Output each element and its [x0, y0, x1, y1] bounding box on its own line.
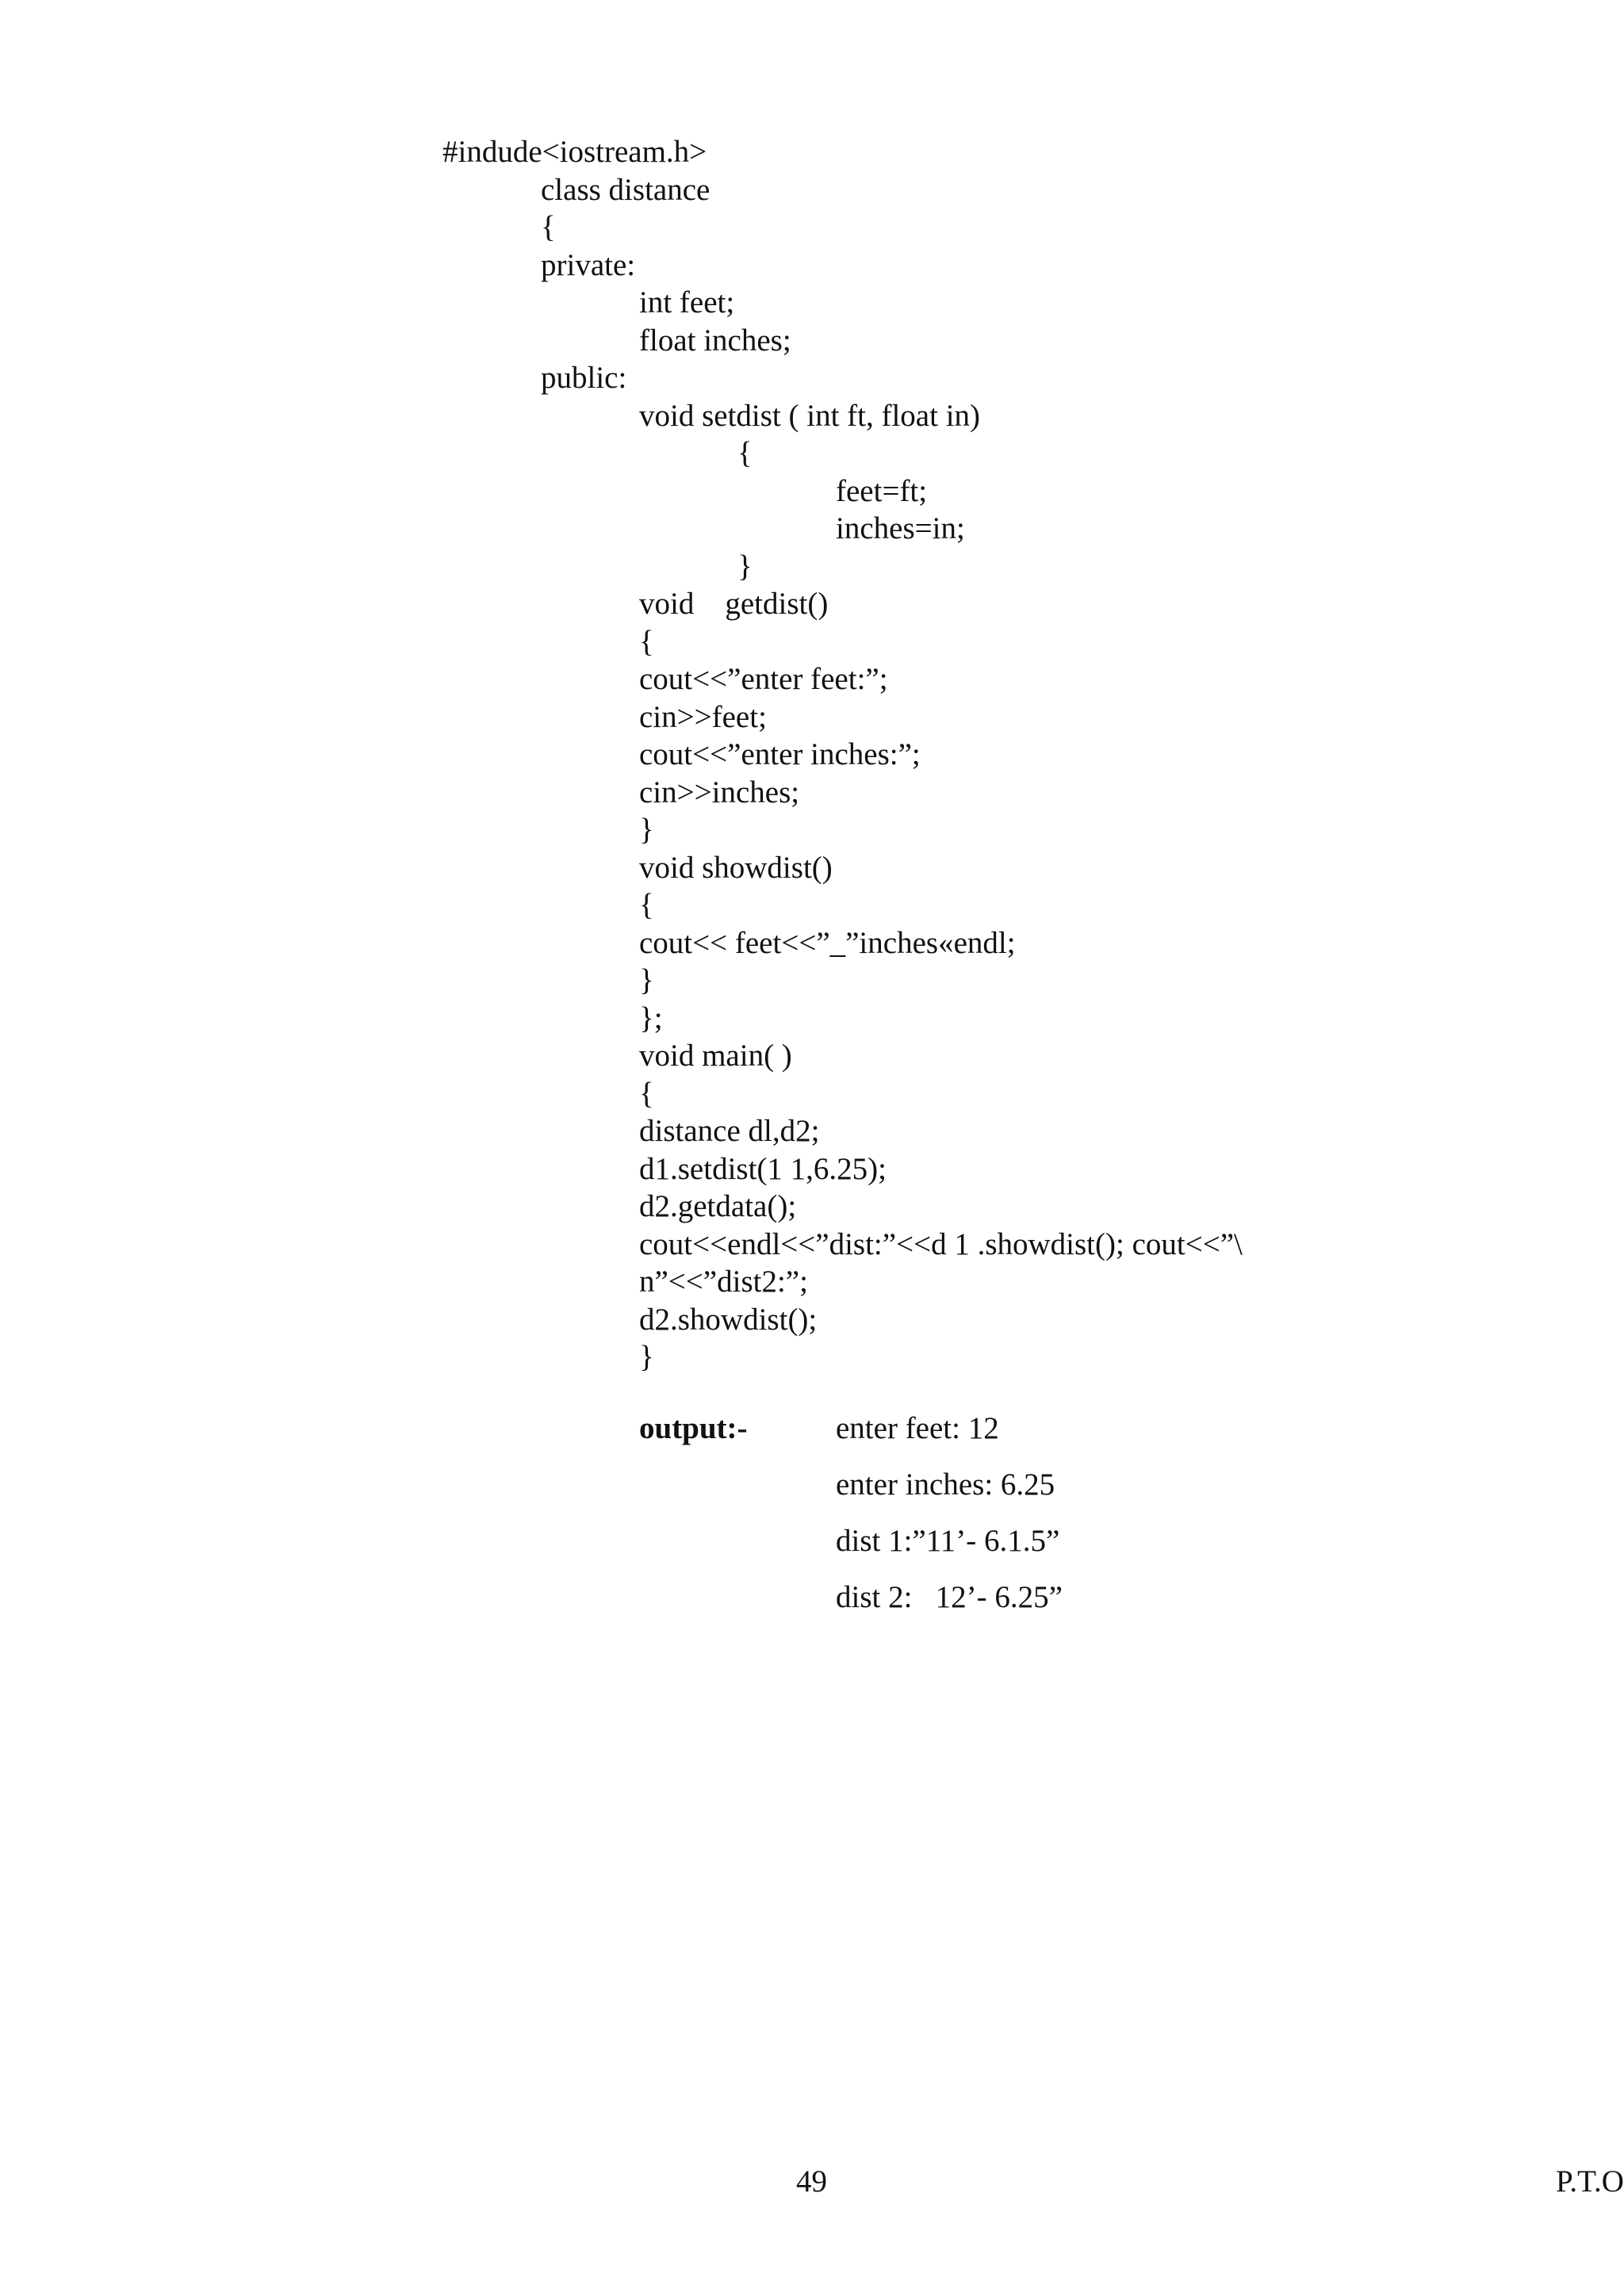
page-number: 49: [796, 2164, 827, 2198]
code-line: [0, 434, 1624, 473]
code-line: [0, 548, 1624, 586]
please-turn-over: P.T.O: [1556, 2164, 1624, 2198]
code-line-text: private:: [541, 247, 636, 282]
code-line: [0, 962, 1624, 1000]
code-line: [0, 924, 1624, 962]
code-line-text: cin>>feet;: [639, 699, 767, 734]
code-line: [0, 510, 1624, 548]
code-line: [0, 698, 1624, 737]
code-line: [0, 1150, 1624, 1188]
code-line-text: void main( ): [639, 1039, 792, 1073]
code-line-text: cin>>inches;: [639, 775, 800, 809]
code-line: [0, 1338, 1624, 1376]
code-line: [0, 284, 1624, 322]
code-line-text: float inches;: [639, 323, 791, 358]
code-line-text: }: [737, 549, 753, 584]
code-line-text: int feet;: [639, 285, 735, 320]
code-line: [0, 1075, 1624, 1113]
code-line-text: {: [737, 436, 753, 470]
code-line: [0, 1000, 1624, 1038]
output-line: dist 1:”11’- 6.1.5”: [836, 1524, 1060, 1558]
code-line-text: cout<<”enter feet:”;: [639, 662, 888, 696]
code-line: [0, 247, 1624, 285]
code-line: [0, 397, 1624, 435]
code-line-text: d2.getdata();: [639, 1189, 797, 1223]
output-label: output:-: [639, 1411, 748, 1445]
output-line: enter feet: 12: [836, 1411, 999, 1445]
code-line-text: inches=in;: [836, 511, 965, 545]
code-line-text: void showdist(): [639, 850, 833, 885]
code-line: [0, 1188, 1624, 1226]
code-line-text: {: [639, 1076, 654, 1111]
code-line: [0, 660, 1624, 698]
code-line: [0, 849, 1624, 887]
code-line: [0, 359, 1624, 397]
code-line-text: public:: [541, 361, 627, 395]
code-line: [0, 473, 1624, 511]
code-line-text: {: [639, 624, 654, 659]
output-lines: [836, 1410, 1470, 1635]
code-line-text: class distance: [541, 172, 710, 207]
code-line-text: cout<<endl<<”dist:”<<d 1 .showdist(); cout<<”\: [639, 1226, 1243, 1261]
code-line-text: void setdist ( int ft, float in): [639, 398, 981, 433]
code-line: [0, 1112, 1624, 1150]
code-line-text: {: [639, 888, 654, 922]
code-line: [0, 886, 1624, 924]
code-line: [0, 585, 1624, 623]
code-line-text: cout<<”enter inches:”;: [639, 737, 921, 771]
code-line: [0, 1037, 1624, 1075]
output-line: enter inches: 6.25: [836, 1468, 1055, 1502]
code-line: [0, 811, 1624, 849]
code-line: [0, 623, 1624, 661]
code-line: [0, 736, 1624, 774]
code-line: [0, 774, 1624, 812]
output-line: dist 2: 12’- 6.25”: [836, 1580, 1063, 1614]
code-line-text: }: [639, 813, 654, 847]
code-line-text: feet=ft;: [836, 473, 928, 508]
code-line: [0, 322, 1624, 360]
code-line: [0, 209, 1624, 247]
code-line-text: distance dl,d2;: [639, 1114, 820, 1148]
code-line-text: d2.showdist();: [639, 1302, 818, 1337]
code-line-text: d1.setdist(1 1,6.25);: [639, 1151, 887, 1186]
code-line: [0, 133, 1624, 171]
code-line-text: }: [639, 963, 654, 997]
code-line-text: n”<<”dist2:”;: [639, 1265, 808, 1299]
code-line: [0, 1301, 1624, 1339]
code-line-text: {: [541, 210, 556, 244]
code-line: [0, 1226, 1624, 1264]
code-line-text: cout<< feet<<”_”inches«endl;: [639, 925, 1016, 960]
code-line: [0, 171, 1624, 209]
code-line-text: }: [639, 1340, 654, 1374]
code-line-text: void getdist(): [639, 587, 829, 621]
code-line-text: #indude<iostream.h>: [442, 135, 707, 169]
code-line: [0, 1263, 1624, 1301]
code-listing: [0, 133, 1624, 1376]
code-line-text: };: [639, 1001, 663, 1035]
